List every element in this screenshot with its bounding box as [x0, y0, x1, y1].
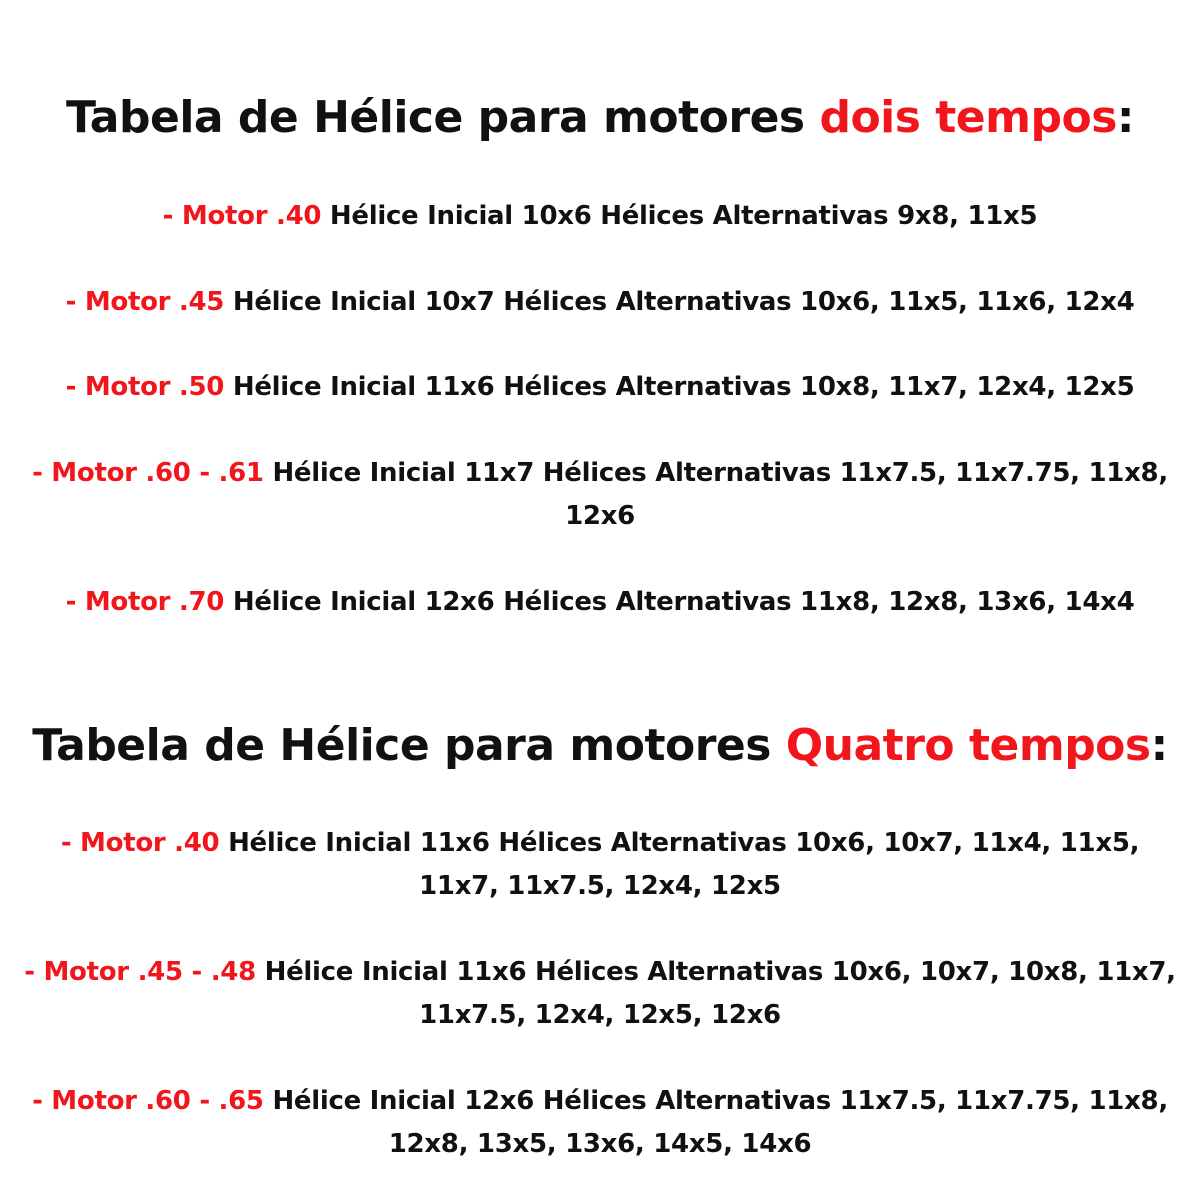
two-stroke-title	[0, 90, 1200, 146]
two-stroke-title-suffix: :	[1116, 92, 1135, 143]
two-stroke-row-1	[0, 195, 1200, 238]
propeller-info: Hélice Inicial 11x6 Hélices Alternativas 10x6, 10x7, 11x4, 11x5,	[219, 828, 1140, 858]
four-stroke-row-2	[0, 951, 1200, 1037]
motor-label: - Motor .40	[162, 201, 322, 231]
two-stroke-title-highlight: dois tempos	[819, 92, 1117, 143]
four-stroke-title-prefix: Tabela de Hélice para motores	[32, 720, 786, 771]
propeller-info: Hélice Inicial 11x7 Hélices Alternativas 11x7.5, 11x7.75, 11x8,	[263, 458, 1168, 488]
motor-label: - Motor .60 - .65	[32, 1086, 264, 1116]
propeller-info: Hélice Inicial 11x6 Hélices Alternativas 10x6, 10x7, 10x8, 11x7,	[255, 957, 1176, 987]
motor-label: - Motor .40	[60, 828, 220, 858]
two-stroke-row-5	[0, 581, 1200, 624]
propeller-info-continued: 12x8, 13x5, 13x6, 14x5, 14x6	[388, 1129, 812, 1159]
propeller-info: Hélice Inicial 12x6 Hélices Alternativas 11x7.5, 11x7.75, 11x8,	[263, 1086, 1168, 1116]
motor-label: - Motor .45	[65, 287, 225, 317]
two-stroke-row-4	[0, 452, 1200, 538]
propeller-info: Hélice Inicial 10x7 Hélices Alternativas 10x6, 11x5, 11x6, 12x4	[224, 287, 1135, 317]
motor-label: - Motor .70	[65, 587, 225, 617]
propeller-info-continued: 12x6	[565, 501, 635, 531]
four-stroke-title-suffix: :	[1150, 720, 1168, 771]
propeller-info-continued: 11x7.5, 12x4, 12x5, 12x6	[419, 1000, 781, 1030]
four-stroke-row-3	[0, 1080, 1200, 1166]
motor-label: - Motor .60 - .61	[32, 458, 264, 488]
four-stroke-title-highlight: Quatro tempos	[785, 720, 1151, 771]
four-stroke-row-1	[0, 822, 1200, 908]
propeller-info: Hélice Inicial 11x6 Hélices Alternativas 10x8, 11x7, 12x4, 12x5	[224, 372, 1135, 402]
motor-label: - Motor .45 - .48	[24, 957, 256, 987]
propeller-info-continued: 11x7, 11x7.5, 12x4, 12x5	[419, 871, 781, 901]
propeller-info: Hélice Inicial 10x6 Hélices Alternativas 9x8, 11x5	[321, 201, 1038, 231]
motor-label: - Motor .50	[65, 372, 225, 402]
four-stroke-title	[0, 718, 1200, 774]
two-stroke-title-prefix: Tabela de Hélice para motores	[65, 92, 820, 143]
two-stroke-row-3	[0, 366, 1200, 409]
two-stroke-row-2	[0, 281, 1200, 324]
propeller-info: Hélice Inicial 12x6 Hélices Alternativas 11x8, 12x8, 13x6, 14x4	[224, 587, 1135, 617]
